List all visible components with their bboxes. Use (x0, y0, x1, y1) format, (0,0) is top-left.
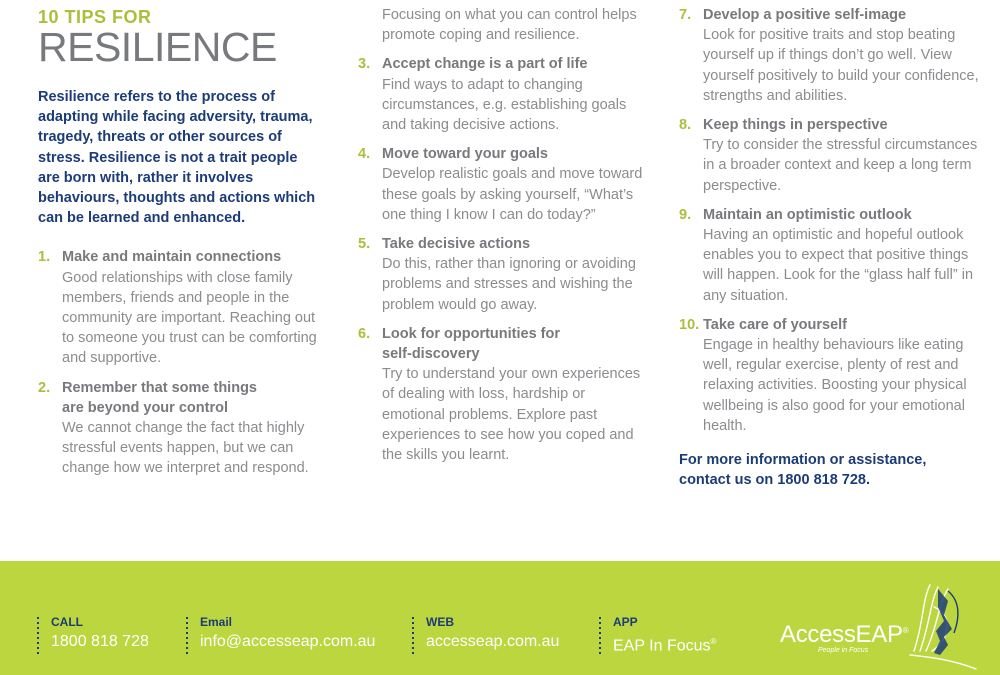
tip-heading: Keep things in perspective (703, 117, 888, 134)
tip-body: Look for positive traits and stop beating yourself up if things don’t go well. View yourself positively to build your confidence, strengths and abilities. (703, 27, 979, 104)
tip-number: 2. (38, 379, 51, 396)
tip-body: Do this, rather than ignoring or avoiding problems and stresses and wishing the problem would go away. (382, 256, 636, 313)
footer-email (186, 615, 375, 653)
web-link[interactable]: accesseap.com.au (426, 633, 560, 650)
dotted-divider (37, 617, 39, 657)
dotted-divider (412, 617, 414, 657)
footer-bar (0, 561, 1000, 675)
app-name: EAP In Focus (613, 637, 711, 655)
tip-body: Try to consider the stressful circumstances in a broader context and keep a long term perspective. (703, 137, 978, 194)
tip-body: Having an optimistic and hopeful outlook enables you to expect that positive things will happen. Look for the “glass half full” in any situation. (703, 227, 974, 304)
tip-number: 5. (358, 236, 371, 253)
tip-heading: Look for opportunities for self-discovery (382, 325, 561, 363)
app-link[interactable] (613, 631, 716, 657)
accesseap-logo (780, 581, 990, 671)
tip-3 (358, 54, 648, 135)
tip-heading: Develop a positive self-image (703, 7, 907, 23)
column-middle (358, 0, 648, 465)
footer-app (599, 615, 716, 657)
tip-heading: Remember that some things are beyond your control (62, 379, 257, 416)
tip-body: Try to understand your own experiences of dealing with loss, hardship or emotional problems. Explore past experiences to see how you coped and the skills you learnt. (382, 366, 641, 464)
column-left (38, 0, 323, 479)
tip-4 (358, 144, 648, 225)
tip-body: Focusing on what you can control helps promote coping and resilience. (382, 7, 637, 44)
tip-number: 4. (358, 146, 371, 163)
tip-10 (679, 315, 979, 436)
title-kicker: 10 TIPS FOR (38, 7, 152, 27)
tip-heading: Take care of yourself (703, 316, 847, 333)
tip-number: 3. (358, 56, 371, 73)
tip-9 (679, 205, 979, 306)
contact-cta: For more information or assistance, contact us on 1800 818 728. (679, 452, 927, 489)
registered-mark: ® (710, 637, 717, 646)
tip-8 (679, 115, 979, 196)
dotted-divider (186, 617, 188, 657)
logo-tagline: People in Focus (818, 647, 869, 654)
face-bird-logo-icon (904, 581, 990, 671)
footer-call (37, 615, 149, 653)
tip-7 (679, 5, 979, 106)
tip-number: 9. (679, 206, 692, 223)
tip-6 (358, 324, 648, 465)
tip-heading: Make and maintain connections (62, 249, 282, 266)
intro-paragraph: Resilience refers to the process of adapting while facing adversity, trauma, tragedy, threats or other sources of stress. Resilience is not a trait people are born with, rather it involves behaviours, thoughts and actions which can be learned and enhanced. (38, 89, 316, 227)
app-label: APP (613, 615, 638, 629)
tip-number: 10. (679, 316, 700, 333)
tip-5 (358, 234, 648, 315)
tip-heading: Accept change is a part of life (382, 56, 588, 73)
page-title: RESILIENCE (38, 24, 277, 70)
tip-number: 8. (679, 117, 692, 134)
tip-2-continued (358, 5, 648, 45)
tip-heading: Move toward your goals (382, 146, 548, 163)
tip-2 (38, 378, 323, 479)
tip-number: 6. (358, 325, 371, 342)
call-number-link[interactable]: 1800 818 728 (51, 633, 149, 650)
tip-heading: Maintain an optimistic outlook (703, 206, 912, 223)
tip-1 (38, 247, 323, 368)
email-link[interactable]: info@accesseap.com.au (200, 633, 376, 650)
tip-body: Find ways to adapt to changing circumstances, e.g. establishing goals and taking decisive actions. (382, 76, 627, 134)
column-right (679, 0, 979, 490)
email-label: Email (200, 615, 233, 629)
tip-body: We cannot change the fact that highly stressful events happen, but we can change how we interpret and respond. (62, 420, 309, 477)
tip-heading: Take decisive actions (382, 236, 531, 253)
tip-body: Good relationships with close family members, friends and people in the community are important. Reaching out to someone you trust can be comforting and supportive. (62, 269, 317, 367)
tip-number: 1. (38, 249, 51, 266)
tip-body: Develop realistic goals and move toward these goals by asking yourself, “What’s one thing I know I can do today?” (382, 166, 643, 223)
call-label: CALL (51, 615, 83, 629)
footer-web (412, 615, 559, 653)
tip-body: Engage in healthy behaviours like eating well, regular exercise, plenty of rest and relaxing activities. Boosting your physical wellbeing is also good for your emotional health. (703, 337, 967, 434)
dotted-divider (599, 617, 601, 657)
web-label: WEB (426, 615, 454, 629)
tip-number: 7. (679, 7, 692, 23)
logo-wordmark: AccessEAP® (780, 621, 909, 648)
